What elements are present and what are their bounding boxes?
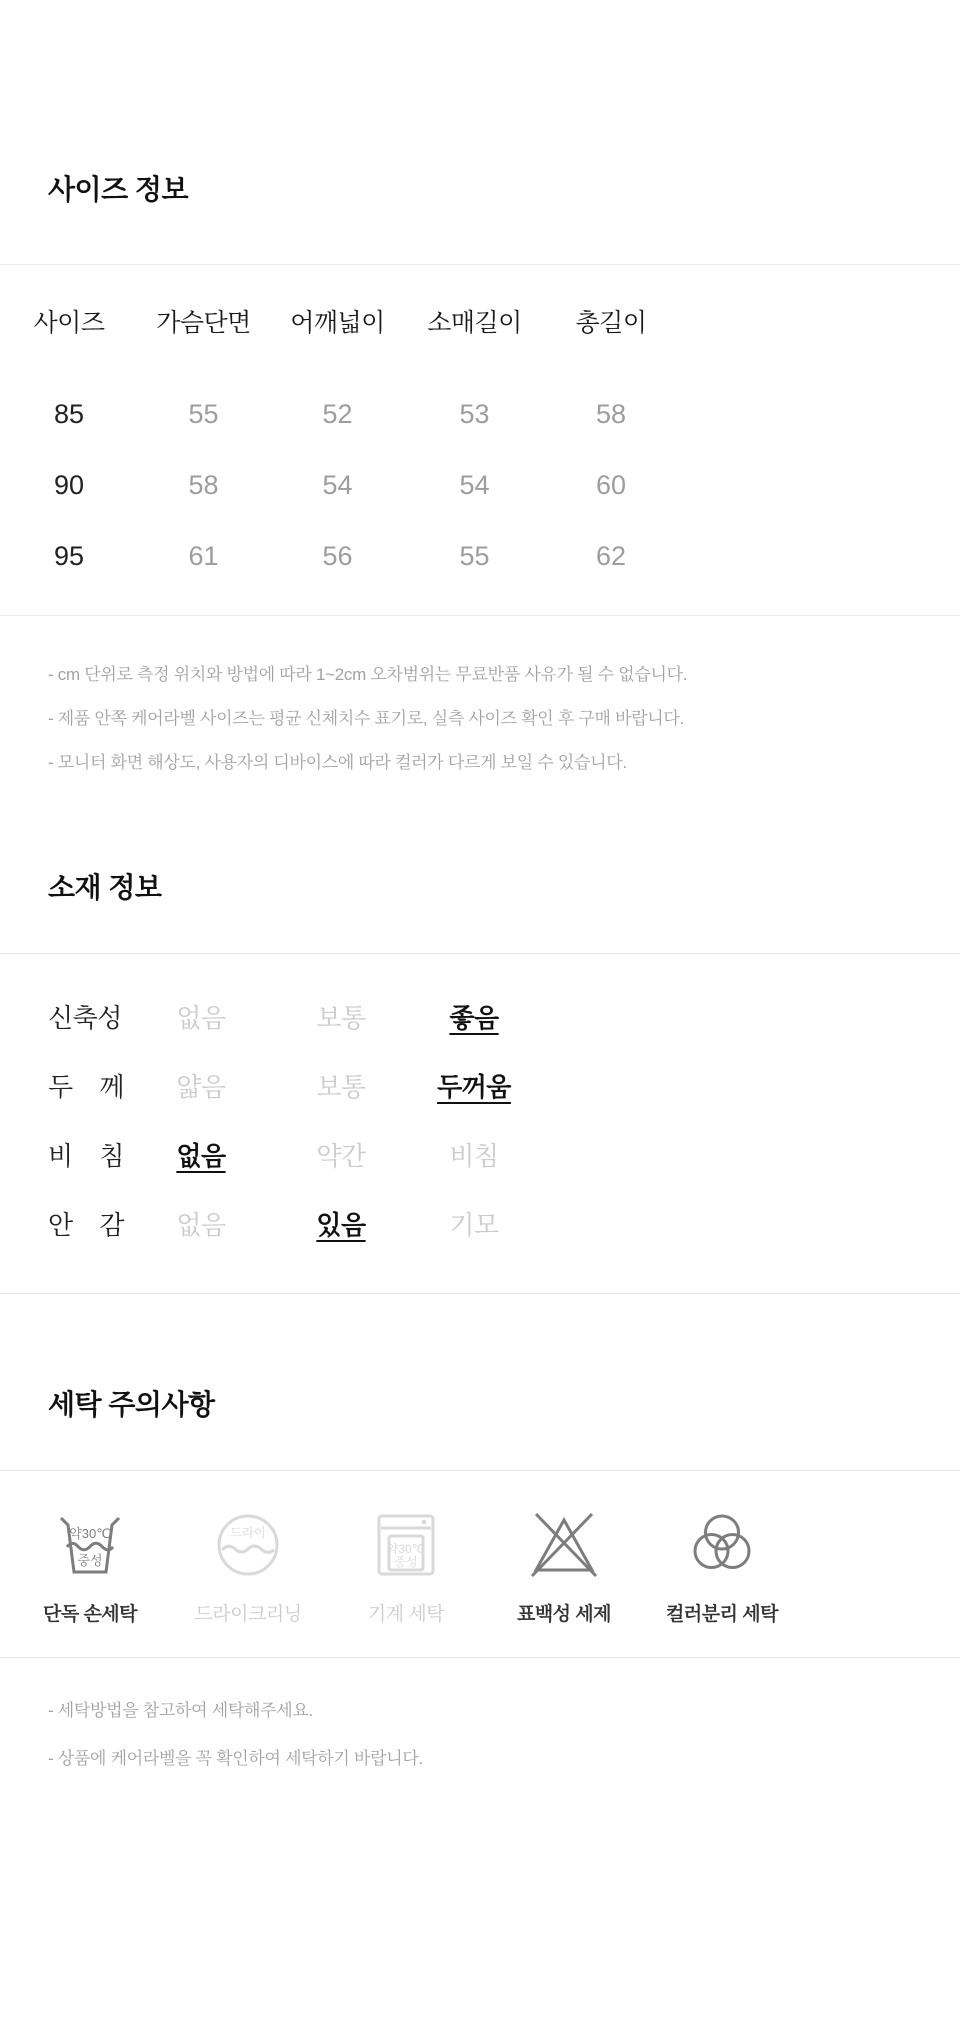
size-table-row (0, 463, 679, 507)
size-note: - 모니터 화면 해상도, 사용자의 디바이스에 따라 컬러가 다르게 보일 수 있습니다. (48, 753, 627, 772)
hand-wash-icon (48, 1505, 132, 1585)
care-icon-label: 컬러분리 세탁 (666, 1604, 778, 1625)
material-info-title: 소재 정보 (48, 872, 162, 903)
measurement-cell: 58 (595, 399, 627, 429)
measurement-cell: 60 (595, 470, 627, 500)
measurement-cell: 55 (188, 399, 219, 429)
material-option: 없음 (176, 1003, 226, 1033)
measurement-cell: 53 (459, 399, 490, 429)
section-divider (0, 1657, 960, 1658)
size-table-header-cell: 소매길이 (427, 309, 522, 337)
size-table-header-cell: 가슴단면 (156, 309, 251, 337)
material-option-selected: 좋음 (449, 1003, 499, 1033)
material-option-selected: 있음 (316, 1210, 366, 1240)
material-label: 비 침 (48, 1141, 124, 1171)
measurement-cell: 52 (322, 399, 353, 429)
care-item-dry-clean (173, 1505, 323, 1627)
size-cell: 90 (53, 470, 85, 500)
size-table-row (0, 534, 679, 578)
material-option-selected: 없음 (176, 1141, 226, 1171)
material-option-selected: 두꺼움 (437, 1072, 511, 1102)
material-row (0, 1065, 960, 1109)
measurement-cell: 54 (322, 470, 353, 500)
section-divider (0, 264, 960, 265)
section-divider (0, 953, 960, 954)
care-note: - 세탁방법을 참고하여 세탁해주세요. (48, 1701, 313, 1720)
material-label: 안 감 (48, 1210, 124, 1240)
svg-text:약30℃: 약30℃ (386, 1542, 426, 1556)
size-table-header (0, 301, 679, 345)
material-option: 기모 (449, 1210, 499, 1240)
material-label: 두 께 (48, 1072, 124, 1102)
material-option: 보통 (316, 1003, 366, 1033)
machine-wash-icon (364, 1505, 448, 1585)
no-bleach-icon (522, 1505, 606, 1585)
care-item-hand-wash (15, 1505, 165, 1627)
material-option: 약간 (316, 1141, 366, 1171)
dry-clean-icon (206, 1505, 290, 1585)
care-item-no-bleach (489, 1505, 639, 1627)
material-option: 없음 (176, 1210, 226, 1240)
size-table-header-cell: 사이즈 (33, 309, 105, 337)
material-label: 신축성 (48, 1003, 122, 1033)
size-cell: 85 (53, 399, 85, 429)
svg-text:드라이: 드라이 (229, 1526, 267, 1540)
measurement-cell: 61 (188, 541, 219, 571)
svg-text:중성: 중성 (77, 1553, 103, 1568)
care-icons-row (15, 1505, 960, 1627)
size-note: - cm 단위로 측정 위치와 방법에 따라 1~2cm 오차범위는 무료반품 사유가 될 수 없습니다. (48, 665, 688, 684)
measurement-cell: 54 (459, 470, 490, 500)
care-note: - 상품에 케어라벨을 꼭 확인하여 세탁하기 바랍니다. (48, 1749, 423, 1768)
care-info-title: 세탁 주의사항 (48, 1389, 215, 1420)
size-table-header-cell: 어깨넓이 (290, 309, 385, 337)
size-cell: 95 (53, 541, 85, 571)
material-option: 보통 (316, 1072, 366, 1102)
size-table-row (0, 392, 679, 436)
material-option: 얇음 (176, 1072, 226, 1102)
section-divider (0, 1293, 960, 1294)
material-option: 비침 (449, 1141, 499, 1171)
measurement-cell: 55 (459, 541, 490, 571)
section-divider (0, 615, 960, 616)
material-row (0, 1134, 960, 1178)
svg-text:약30℃: 약30℃ (69, 1526, 111, 1541)
measurement-cell: 62 (595, 541, 627, 571)
material-row (0, 1203, 960, 1247)
section-divider (0, 1470, 960, 1471)
care-icon-label: 기계 세탁 (367, 1604, 445, 1625)
care-item-machine-wash (331, 1505, 481, 1627)
size-table-header-cell: 총길이 (575, 309, 647, 337)
size-note: - 제품 안쪽 케어라벨 사이즈는 평균 신체치수 표기로, 실측 사이즈 확인 후 구매 바랍니다. (48, 709, 684, 728)
svg-text:중성: 중성 (394, 1555, 418, 1569)
color-separation-icon (680, 1505, 764, 1585)
care-item-color-separation (647, 1505, 797, 1627)
measurement-cell: 58 (188, 470, 219, 500)
size-info-title: 사이즈 정보 (48, 174, 189, 205)
care-icon-label: 드라이크리닝 (194, 1604, 302, 1625)
material-row (0, 996, 960, 1040)
care-icon-label: 표백성 세제 (516, 1604, 612, 1625)
measurement-cell: 56 (322, 541, 353, 571)
care-icon-label: 단독 손세탁 (42, 1604, 138, 1625)
